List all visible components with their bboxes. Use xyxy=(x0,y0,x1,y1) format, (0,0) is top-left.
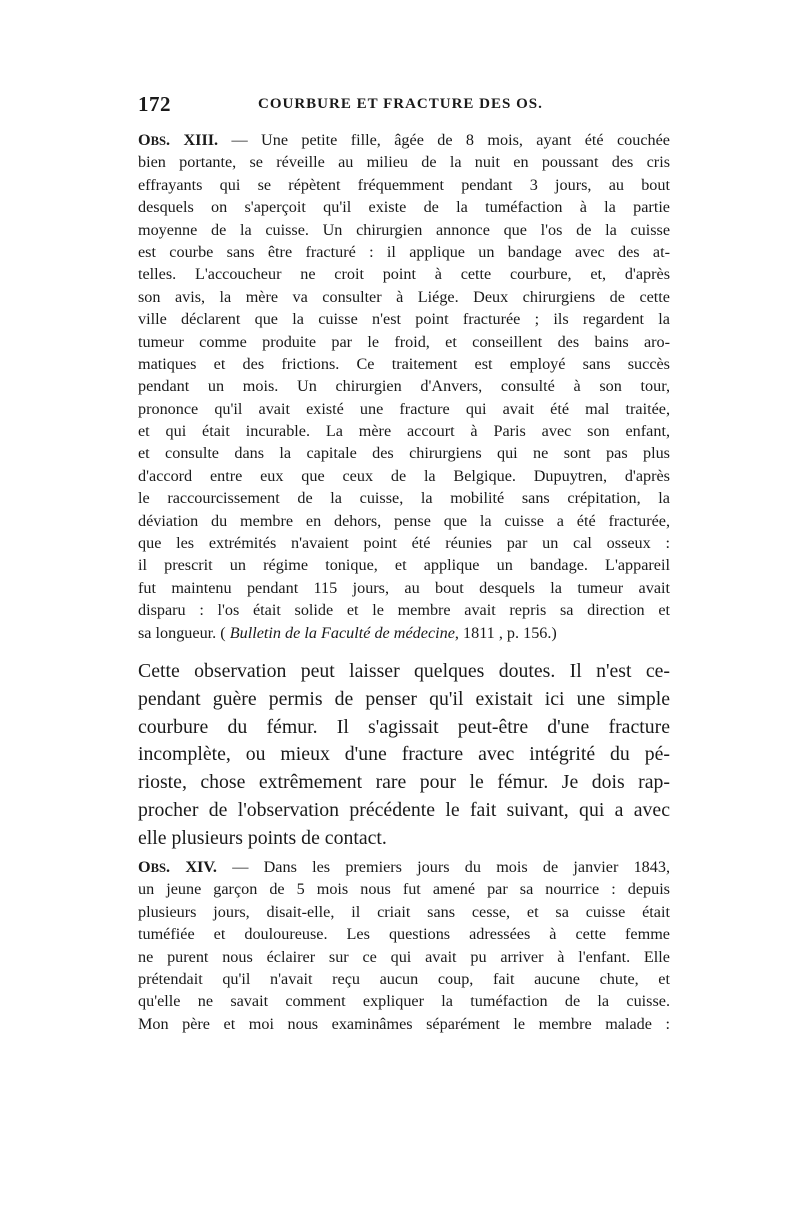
text-line: tumeur comme produite par le froid, et conseillent des bains aro- xyxy=(138,332,670,351)
text-line: son avis, la mère va consulter à Liége. Deux chirurgiens de cette xyxy=(138,287,670,306)
page-number: 172 xyxy=(138,92,171,116)
text-line: et qui était incurable. La mère accourt à Paris avec son enfant, xyxy=(138,422,670,441)
text-line: pendant un mois. Un chirurgien d'Anvers, consulté à son tour, xyxy=(138,377,670,396)
text-line: Cette observation peut laisser quelques doutes. Il n'est ce- xyxy=(138,660,670,682)
text-line: déviation du membre en dehors, pense que la cuisse a été fracturée, xyxy=(138,511,670,530)
text-line: prétendait qu'il n'avait reçu aucun coup, fait aucune chute, et xyxy=(138,969,670,988)
text-line: courbure du fémur. Il s'agissait peut-être d'une fracture xyxy=(138,715,670,738)
text-line: pendant guère permis de penser qu'il existait ici une simple xyxy=(138,687,670,710)
text-line: procher de l'observation précédente le fait suivant, qui a avec xyxy=(138,798,670,821)
text-line: Mon père et moi nous examinâmes séparément le membre malade : xyxy=(138,1014,670,1033)
page-header xyxy=(138,92,670,122)
text-line: desquels on s'aperçoit qu'il existe de la tuméfaction à la partie xyxy=(138,198,670,217)
bulletin-citation: Bulletin de la Faculté de médecine xyxy=(229,623,455,642)
text-line: et consulte dans la capitale des chirurgiens qui ne sont pas plus xyxy=(138,444,670,463)
running-title: COURBURE ET FRACTURE DES OS. xyxy=(258,96,543,112)
text-line: telles. L'accoucheur ne croit point à cette courbure, et, d'après xyxy=(138,265,670,284)
text-line: qu'elle ne savait comment expliquer la tuméfaction de la cuisse. xyxy=(138,992,670,1011)
text-line: moyenne de la cuisse. Un chirurgien annonce que l'os de la cuisse xyxy=(138,220,670,239)
text-line: que les extrémités n'avaient point été réunies par un cal osseux : xyxy=(138,534,670,553)
text-line: est courbe sans être fracturé : il applique un bandage avec des at- xyxy=(138,242,670,261)
text-line: incomplète, ou mieux d'une fracture avec intégrité du pé- xyxy=(138,743,670,766)
text-line: tuméfiée et douloureuse. Les questions adressées à cette femme xyxy=(138,925,670,944)
observation-label: OBS. XIII. xyxy=(138,131,219,149)
text-line: bien portante, se réveille au milieu de la nuit en poussant des cris xyxy=(138,153,670,172)
text-line: prononce qu'il avait existé une fracture qui avait été mal traitée, xyxy=(138,399,670,418)
text-line: un jeune garçon de 5 mois nous fut amené par sa nourrice : depuis xyxy=(138,880,670,899)
commentary-paragraph xyxy=(138,658,670,853)
observation-first-line: OBS. XIV. — Dans les premiers jours du mois de janvier 1843, xyxy=(138,858,670,876)
citation-line: sa longueur. ( Bulletin de la Faculté de médecine, 1811 , p. 156.) xyxy=(138,623,557,642)
text-line: d'accord entre eux que ceux de la Belgique. Dupuytren, d'après xyxy=(138,466,670,485)
text-line: ville déclarent que la cuisse n'est point fracturée ; ils regardent la xyxy=(138,310,670,329)
text-line: disparu : l'os était solide et le membre avait repris sa direction et xyxy=(138,601,670,620)
text-line: plusieurs jours, disait-elle, il criait sans cesse, et sa cuisse était xyxy=(138,902,670,921)
text-line: elle plusieurs points de contact. xyxy=(138,826,387,849)
observation-first-line: OBS. XIII. — Une petite fille, âgée de 8 mois, ayant été couchée xyxy=(138,131,670,149)
text-line: matiques et des frictions. Ce traitement est employé sans succès xyxy=(138,354,670,373)
observation-label: OBS. XIV. xyxy=(138,858,217,876)
text-line: ne purent nous éclairer sur ce qui avait pu arriver à l'enfant. Elle xyxy=(138,947,670,966)
observation-xiv xyxy=(138,856,670,1035)
text-line: rioste, chose extrêmement rare pour le fémur. Je dois rap- xyxy=(138,771,670,794)
text-line: effrayants qui se répètent fréquemment pendant 3 jours, au bout xyxy=(138,175,670,194)
text-line: fut maintenu pendant 115 jours, au bout desquels la tumeur avait xyxy=(138,578,670,597)
observation-xiii xyxy=(138,129,670,644)
text-line: il prescrit un régime tonique, et applique un bandage. L'appareil xyxy=(138,556,670,575)
text-line: le raccourcissement de la cuisse, la mobilité sans crépitation, la xyxy=(138,489,670,508)
